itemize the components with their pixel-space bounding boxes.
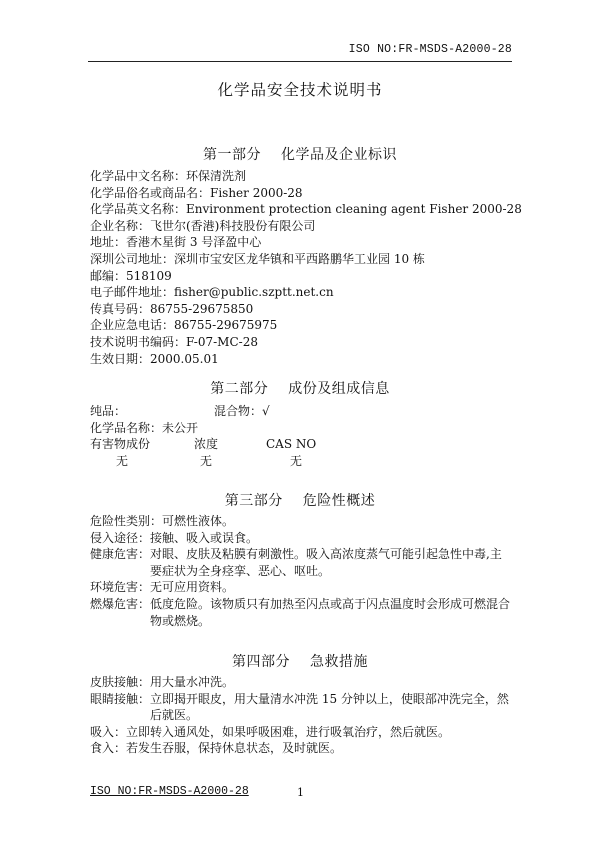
hazard-class-line: 危险性类别：可燃性液体。 xyxy=(90,514,235,528)
part4-body xyxy=(90,674,509,757)
cell-concentration: 无 xyxy=(200,453,213,468)
postcode-line: 邮编：518109 xyxy=(90,268,172,283)
purity-row xyxy=(90,403,510,420)
address-line: 地址：香港木星街 3 号泽盈中心 xyxy=(90,235,262,250)
company-name-line: 企业名称：飞世尔(香港)科技股份有限公司 xyxy=(90,218,316,233)
part1-heading xyxy=(0,144,600,164)
pure-label: 纯品： xyxy=(90,404,127,418)
cell-cas-no: 无 xyxy=(290,453,303,468)
chinese-name-line: 化学品中文名称：环保清洗剂 xyxy=(90,169,247,183)
part1-body xyxy=(90,168,522,367)
part2-heading xyxy=(0,378,600,398)
col-cas-no: CAS NO xyxy=(266,437,317,452)
part3-heading-text: 危险性概述 xyxy=(302,493,376,509)
sds-code-line: 技术说明书编码：F-07-MC-28 xyxy=(90,334,258,349)
part1-heading-text: 化学品及企业标识 xyxy=(281,147,397,163)
header-rule xyxy=(88,61,512,62)
trade-name-line: 化学品俗名或商品名：Fisher 2000-28 xyxy=(90,185,303,200)
fax-line: 传真号码：86755-29675850 xyxy=(90,301,254,316)
part4-heading-text: 急救措施 xyxy=(310,654,368,670)
footer-doc-id: ISO NO:FR-MSDS-A2000-28 xyxy=(90,785,249,798)
page-number: 1 xyxy=(297,786,304,799)
part2-heading-number: 第二部分 xyxy=(210,381,269,397)
english-name-line: 化学品英文名称：Environment protection cleaning agent Fisher 2000-28 xyxy=(90,202,522,217)
fire-hazard-line: 燃爆危害：低度危险。该物质只有加热至闪点或高于闪点温度时会形成可燃混合 xyxy=(90,596,511,611)
shenzhen-address-line: 深圳公司地址：深圳市宝安区龙华镇和平西路鹏华工业园 10 栋 xyxy=(90,251,425,266)
part1-heading-number: 第一部分 xyxy=(203,147,261,163)
part3-heading xyxy=(0,490,600,510)
fire-hazard-continued: 物或燃烧。 xyxy=(150,613,211,628)
environment-hazard-line: 环境危害：无可应用资料。 xyxy=(90,580,235,595)
health-hazard-continued: 要症状为全身痉挛、恶心、呕吐。 xyxy=(150,563,331,578)
composition-table-row xyxy=(90,453,510,470)
header-doc-id: ISO NO:FR-MSDS-A2000-28 xyxy=(348,43,512,56)
part2-heading-text: 成份及组成信息 xyxy=(288,381,390,397)
part4-heading xyxy=(0,651,600,671)
effective-date-line: 生效日期：2000.05.01 xyxy=(90,351,219,366)
part3-heading-number: 第三部分 xyxy=(224,493,283,509)
exposure-route-line: 侵入途径：接触、吸入或误食。 xyxy=(90,530,259,545)
part2-body xyxy=(90,403,510,469)
eye-contact-continued: 后就医。 xyxy=(150,708,199,723)
health-hazard-line: 健康危害：对眼、皮肤及粘膜有刺激性。吸入高浓度蒸气可能引起急性中毒,主 xyxy=(90,547,502,562)
eye-contact-line: 眼睛接触：立即揭开眼皮，用大量清水冲洗 15 分钟以上，使眼部冲洗完全，然 xyxy=(90,691,509,706)
document-title: 化学品安全技术说明书 xyxy=(217,81,383,99)
col-concentration: 浓度 xyxy=(194,437,219,452)
col-hazardous-component: 有害物成份 xyxy=(90,437,151,452)
ingestion-line: 食入：若发生吞服，保持休息状态，及时就医。 xyxy=(90,741,343,756)
inhalation-line: 吸入：立即转入通风处，如果呼吸困难，进行吸氧治疗，然后就医。 xyxy=(90,724,451,739)
email-line: 电子邮件地址：fisher@public.szptt.net.cn xyxy=(90,285,334,300)
chemical-name-line: 化学品名称：未公开 xyxy=(90,420,199,435)
composition-table-header xyxy=(90,436,510,453)
emergency-phone-line: 企业应急电话：86755-29675975 xyxy=(90,318,278,333)
mixture-label: 混合物：√ xyxy=(214,404,270,418)
skin-contact-line: 皮肤接触：用大量水冲洗。 xyxy=(90,675,235,689)
part3-body xyxy=(90,513,510,629)
cell-component: 无 xyxy=(116,453,129,468)
part4-heading-number: 第四部分 xyxy=(232,654,290,670)
